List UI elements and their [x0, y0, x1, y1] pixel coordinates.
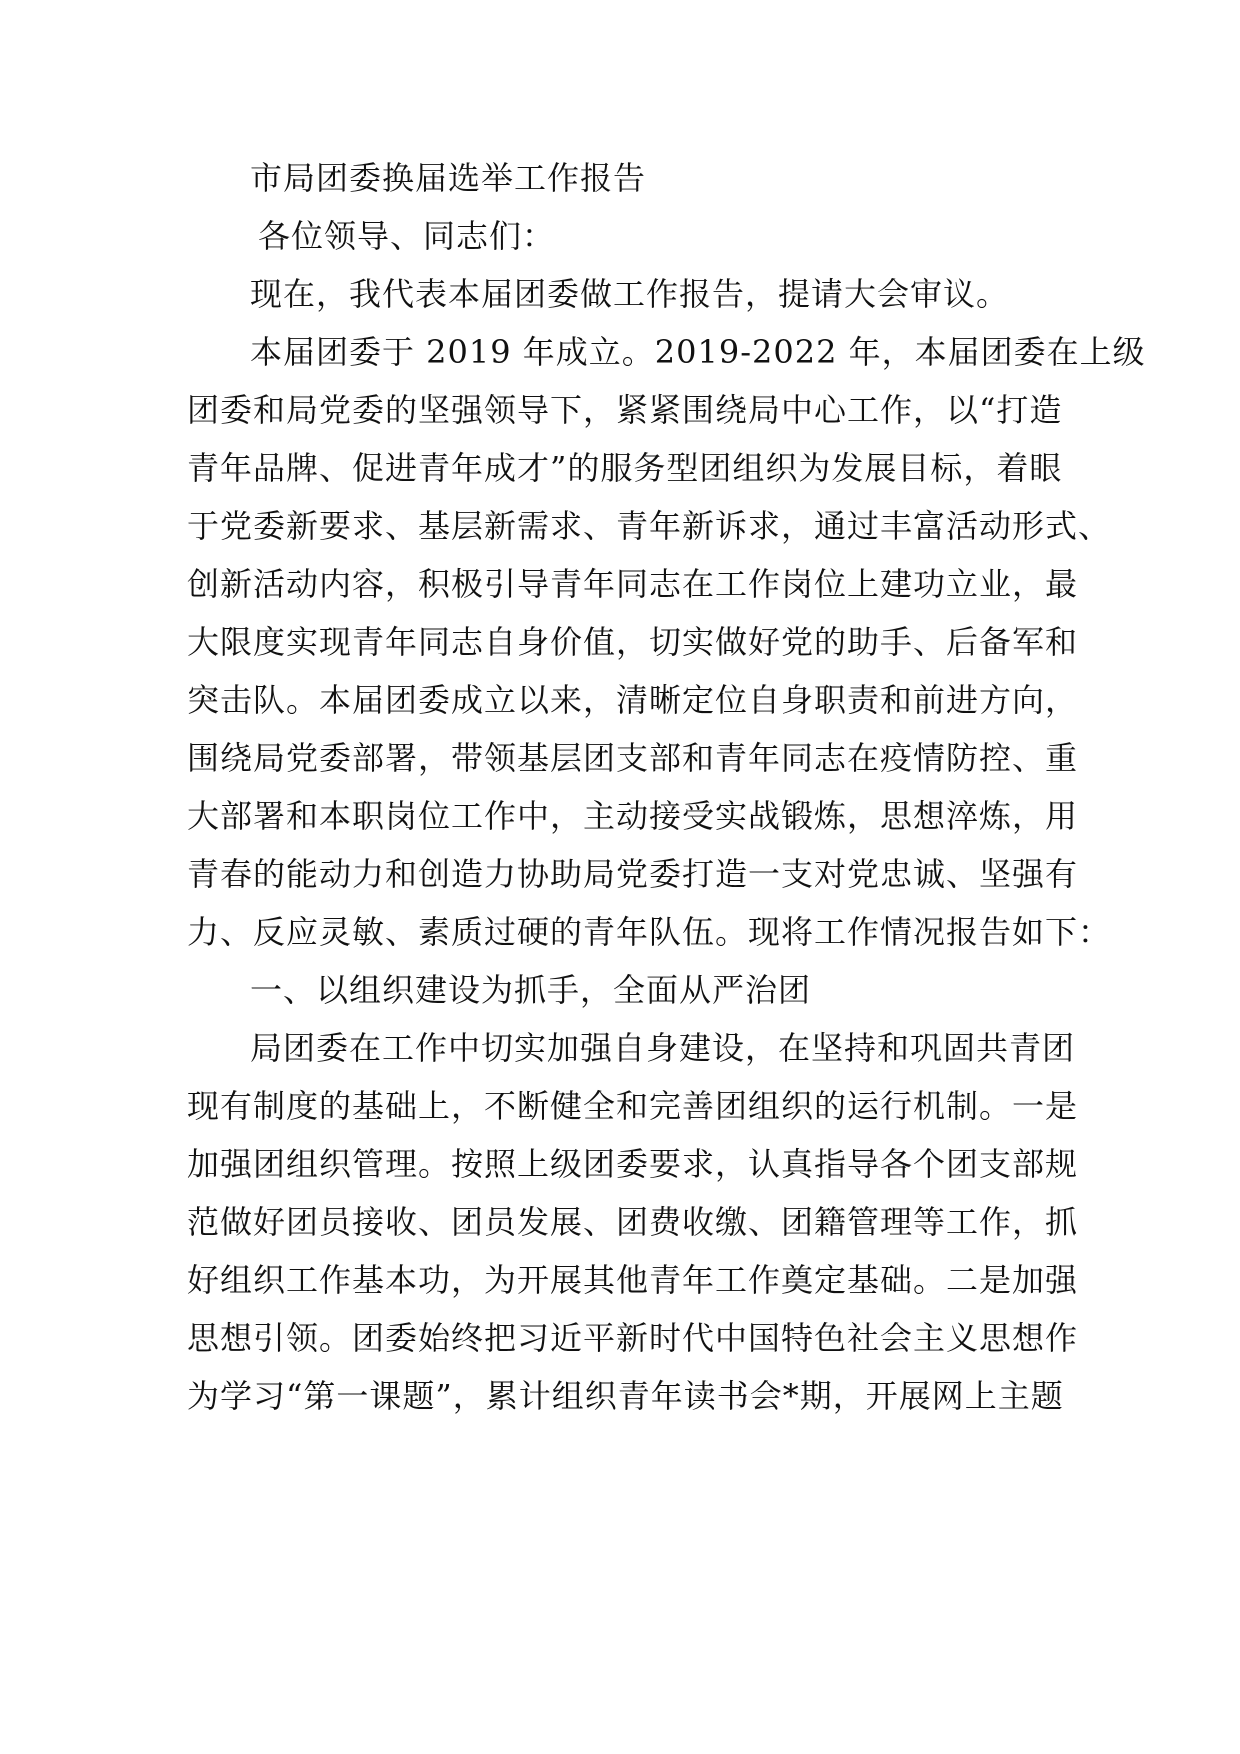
paragraph-line: 青春的能动力和创造力协助局党委打造一支对党忠诚、坚强有 [187, 855, 1079, 893]
paragraph-line: 思想引领。团委始终把习近平新时代中国特色社会主义思想作 [187, 1319, 1079, 1357]
paragraph-line: 围绕局党委部署，带领基层团支部和青年同志在疫情防控、重 [187, 739, 1079, 777]
paragraph-line: 于党委新要求、基层新需求、青年新诉求，通过丰富活动形式、 [187, 507, 1112, 545]
paragraph-line: 团委和局党委的坚强领导下，紧紧围绕局中心工作，以“打造 [187, 391, 1063, 429]
paragraph-line: 本届团委于 2019 年成立。2019-2022 年，本届团委在上级 [250, 333, 1146, 371]
paragraph-line: 大部署和本职岗位工作中，主动接受实战锻炼，思想淬炼，用 [187, 797, 1079, 835]
paragraph-line: 创新活动内容，积极引导青年同志在工作岗位上建功立业，最 [187, 565, 1079, 603]
paragraph-line: 力、反应灵敏、素质过硬的青年队伍。现将工作情况报告如下： [187, 913, 1112, 951]
paragraph-line: 为学习“第一课题”，累计组织青年读书会*期，开展网上主题 [187, 1377, 1064, 1415]
document-title: 市局团委换届选举工作报告 [250, 159, 647, 197]
paragraph-line: 突击队。本届团委成立以来，清晰定位自身职责和前进方向， [187, 681, 1079, 719]
paragraph-line: 加强团组织管理。按照上级团委要求，认真指导各个团支部规 [187, 1145, 1079, 1183]
paragraph-line: 好组织工作基本功，为开展其他青年工作奠定基础。二是加强 [187, 1261, 1079, 1299]
intro-paragraph: 现在，我代表本届团委做工作报告，提请大会审议。 [250, 275, 1010, 313]
paragraph-line: 现有制度的基础上，不断健全和完善团组织的运行机制。一是 [187, 1087, 1079, 1125]
salutation: 各位领导、同志们： [258, 217, 556, 255]
paragraph-line: 青年品牌、促进青年成才”的服务型团组织为发展目标，着眼 [187, 449, 1063, 487]
paragraph-line: 大限度实现青年同志自身价值，切实做好党的助手、后备军和 [187, 623, 1079, 661]
paragraph-line: 局团委在工作中切实加强自身建设，在坚持和巩固共青团 [250, 1029, 1076, 1067]
paragraph-line: 范做好团员接收、团员发展、团费收缴、团籍管理等工作，抓 [187, 1203, 1079, 1241]
section-heading: 一、以组织建设为抓手，全面从严治团 [250, 971, 812, 1009]
